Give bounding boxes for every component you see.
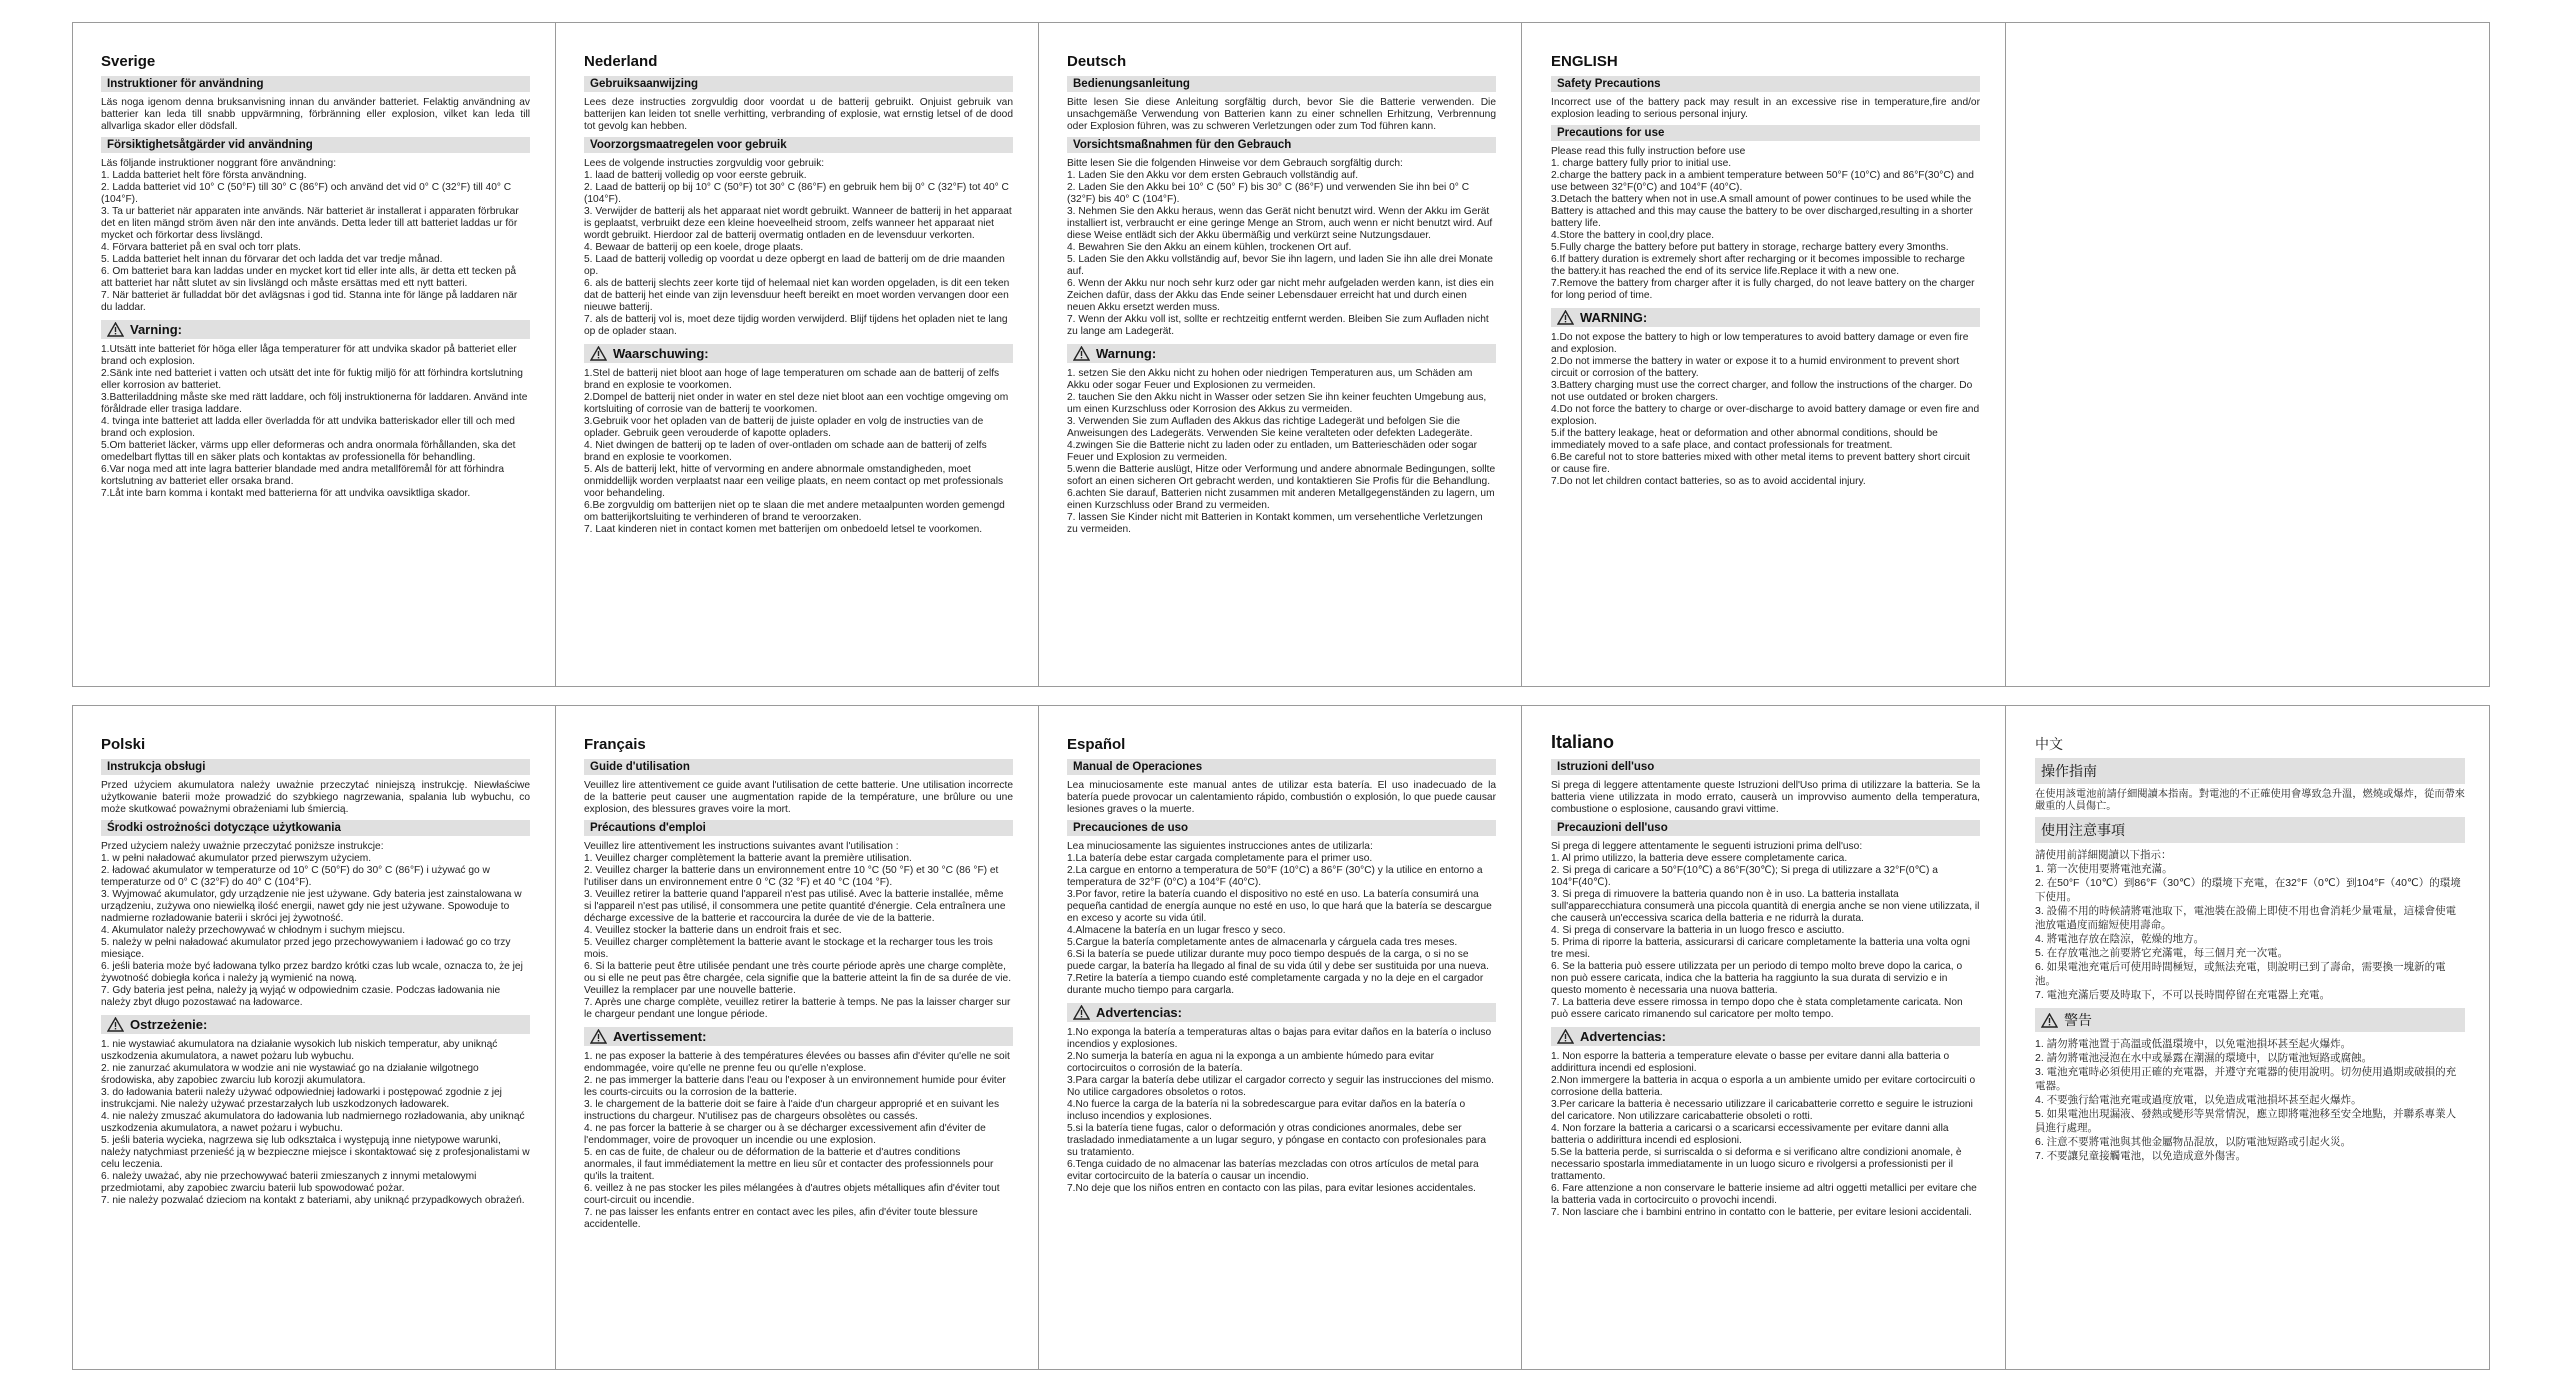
instruction-item: 3. Si prega di rimuovere la batteria quando non è in uso. La batteria installata sull'apparecchiatura consumerà una piccola quantità di energia anche se non viene utilizzata, il che causerà un'eccessiva scarica della batteria e ne ridurrà la durata. — [1551, 889, 1980, 924]
instruction-item: 6. jeśli bateria może być ładowana tylko przez bardzo krótki czas lub wcale, oznacza to, że jej żywotność dobiegła końca i należy ją wymienić na nową. — [101, 961, 523, 984]
instruction-lead: Lees de volgende instructies zorgvuldig voor gebruik: — [584, 158, 825, 169]
warning-item: 5.wenn die Batterie auslügt, Hitze oder Verformung und andere abnormale Bedingungen, sollte sofort an einen sicheren Ort gebracht werden, und kontaktieren Sie Profis für die Behandlung. — [1067, 464, 1496, 487]
warning-item: 1.Utsätt inte batteriet för höga eller låga temperaturer för att undvika skador på batteriet eller brand och explosion. — [101, 344, 517, 367]
warning-item: 7. Non lasciare che i bambini entrino in contatto con le batterie, per evitare lesioni accidentali. — [1551, 1207, 1972, 1218]
intro-paragraph: Veuillez lire attentivement ce guide avant l'utilisation de cette batterie. Une utilisation incorrecte de la batterie peut causer une augmentation rapide de la température, une brûlure ou une explosion, des blessures graves voire la mort. — [584, 780, 1013, 815]
warning-heading — [1551, 1027, 1980, 1046]
section-heading: Precautions for use — [1551, 125, 1980, 141]
instruction-item: 6. 如果電池充電后可使用時間極短，或無法充電，則說明已到了壽命，需要換一塊新的電池。 — [2035, 961, 2446, 987]
warning-item: 1.Do not expose the battery to high or low temperatures to avoid battery damage or even fire and explosion. — [1551, 332, 1969, 355]
instruction-list — [1551, 841, 1980, 1021]
instruction-item: 6. Om batteriet bara kan laddas under en mycket kort tid eller inte alls, är detta ett tecken på att batteriet har nått slutet av sin livslängd och måste ersättas med ett nytt batteri. — [101, 266, 517, 289]
instruction-item: 3.Por favor, retire la batería cuando el dispositivo no esté en uso. La batería consumirá una pequeña cantidad de energía aunque no esté en uso, lo que hará que la batería se descargue en exceso y acorte su vida útil. — [1067, 889, 1492, 924]
section-polish — [73, 706, 556, 1369]
instruction-item: 3. Wyjmować akumulator, gdy urządzenie nie jest używane. Gdy bateria jest zainstalowana w urządzeniu, zużywa ono niewielką ilość energii, nawet gdy nie jest używane. Spowoduje to nadmierne rozładowanie baterii i skróci jej żywotność. — [101, 889, 522, 924]
instruction-item: 2. Laden Sie den Akku bei 10° C (50° F) bis 30° C (86°F) und verwenden Sie ihn bei 0° C (32°F) bis 40° C (104°F). — [1067, 182, 1470, 205]
language-title: Polski — [101, 736, 146, 753]
warning-list — [101, 1039, 530, 1207]
warning-item: 6. veillez à ne pas stocker les piles mélangées à d'autres objets métalliques afin d'éviter tout court-circuit ou incendie. — [584, 1183, 1000, 1206]
warning-item: 2.Do not immerse the battery in water or expose it to a humid environment to prevent short circuit or corrosion of the battery. — [1551, 356, 1960, 379]
warning-label: Ostrzeżenie: — [130, 1017, 208, 1032]
warning-item: 2. tauchen Sie den Akku nicht in Wasser oder setzen Sie ihn keiner feuchten Umgebung aus, um einen Kurzschluss oder Korrosion des Akkus zu vermeiden. — [1067, 392, 1487, 415]
instruction-item: 3. 設備不用的時候請將電池取下，電池裝在設備上即使不用也會消耗少量電量，這樣會使電池放電過度而縮短使用壽命。 — [2035, 905, 2457, 931]
intro-paragraph: Si prega di leggere attentamente queste Istruzioni dell'Uso prima di utilizzare la batteria. Se la batteria viene utilizzata in modo errato, causerà un improvviso aumento della temperatura, combustione o esplosione, causando gravi vittime. — [1551, 780, 1980, 815]
instruction-item: 7. När batteriet är fulladdat bör det avlägsnas i god tid. Stanna inte för länge på laddaren när du laddar. — [101, 290, 518, 313]
instruction-item: 7. Après une charge complète, veuillez retirer la batterie à temps. Ne pas la laisser charger sur le chargeur pendant une longue période. — [584, 997, 1011, 1020]
instruction-item: 2.charge the battery pack in a ambient temperature between 50°F (10°C) and 86°F(30°C) and use between 32°F(0°C) and 104°F (40°C). — [1551, 170, 1974, 193]
language-title: Italiano — [1551, 732, 1615, 752]
instruction-item: 1. charge battery fully prior to initial use. — [1551, 158, 1732, 169]
instruction-item: 1. Laden Sie den Akku vor dem ersten Gebrauch vollständig auf. — [1067, 170, 1359, 181]
instruction-lead: Przed użyciem należy uważnie przeczytać poniższe instrukcje: — [101, 841, 384, 852]
warning-item: 5.if the battery leakage, heat or deformation and other abnormal conditions, should be immediately moved to a safe place, and contact professionals for treatment. — [1551, 428, 1938, 451]
intro-paragraph: Przed użyciem akumulatora należy uważnie przeczytać niniejszą instrukcję. Niewłaściwe użytkowanie baterii może prowadzić do szybkiego nagrzewania, spalania lub wybuchu, co może skutkować poważnymi obrażeniami lub śmiercią. — [101, 780, 530, 815]
language-title: Deutsch — [1067, 53, 1127, 70]
warning-item: 2. 請勿將電池浸泡在水中或暴露在潮濕的環境中，以防電池短路或腐蝕。 — [2035, 1052, 2373, 1064]
instruction-item: 4. Förvara batteriet på en sval och torr plats. — [101, 242, 301, 253]
warning-item: 1.Stel de batterij niet bloot aan hoge of lage temperaturen om schade aan de batterij of zelfs brand en explosie te voorkomen. — [584, 368, 1000, 391]
instruction-item: 5. Prima di riporre la batteria, assicurarsi di caricare completamente la batteria una volta ogni tre mesi. — [1551, 937, 1971, 960]
instruction-item: 2. Si prega di caricare a 50°F(10℃) a 86°F(30℃); Si prega di utilizzare a 32°F(0℃) a 104°F(40℃). — [1551, 865, 1938, 888]
warning-label: Avertissement: — [613, 1029, 707, 1044]
section-heading: Guide d'utilisation — [584, 759, 1013, 775]
instruction-item: 4. Si prega di conservare la batteria in un luogo fresco e asciutto. — [1551, 925, 1845, 936]
warning-label: WARNING: — [1580, 310, 1648, 325]
instruction-item: 4.Store the battery in cool,dry place. — [1551, 230, 1715, 241]
warning-heading — [101, 1015, 530, 1034]
warning-icon — [1073, 346, 1090, 361]
section-spanish — [1039, 706, 1522, 1369]
warning-icon — [107, 1017, 124, 1032]
warning-item: 4.No fuerce la carga de la batería ni la sobredescargue para evitar daños en la batería o incluso incendios y explosiones. — [1067, 1099, 1466, 1122]
instruction-item: 7.Remove the battery from charger after it is fully charged, do not leave battery on the charger for long period of time. — [1551, 278, 1975, 301]
language-title: Nederland — [584, 53, 658, 70]
instruction-list — [1067, 841, 1496, 997]
intro-paragraph: Bitte lesen Sie diese Anleitung sorgfältig durch, bevor Sie die Batterie verwenden. Die unsachgemäße Verwendung von Batterien kann zu einer schnellen Erhitzung, Verbrennung oder Explosion führen, was zu schweren Verletzungen oder zum Tod führen kann. — [1067, 97, 1496, 132]
language-title: Español — [1067, 736, 1126, 753]
section-heading: Istruzioni dell'uso — [1551, 759, 1980, 775]
warning-item: 4.zwingen Sie die Batterie nicht zu laden oder zu entladen, um Batterieschäden oder sogar Feuer und Explosion zu vermeiden. — [1067, 440, 1478, 463]
warning-label: Advertencias: — [1096, 1005, 1182, 1020]
instruction-item: 4. Akumulator należy przechowywać w chłodnym i suchym miejscu. — [101, 925, 406, 936]
warning-item: 7. nie należy pozwalać dzieciom na kontakt z bateriami, aby uniknąć przypadkowych obrażeń. — [101, 1195, 525, 1206]
instruction-item: 5. należy w pełni naładować akumulator przed jego przechowywaniem i ładować go co trzy miesiące. — [101, 937, 511, 960]
instruction-item: 5. Ladda batteriet helt innan du förvarar det och ladda det var tredje månad. — [101, 254, 443, 265]
instruction-item: 3.Detach the battery when not in use.A small amount of power continues to be used while the Battery is attached and this may cause the battery to be over discharged,resulting in a shorter battery life. — [1551, 194, 1973, 229]
instruction-lead: Veuillez lire attentivement les instructions suivantes avant l'utilisation : — [584, 841, 899, 852]
language-title: 中文 — [2035, 736, 2063, 752]
warning-item: 2.Dompel de batterij niet onder in water en stel deze niet bloot aan een vochtige omgeving om kortsluiting of corrosie van de batterij te voorkomen. — [584, 392, 1009, 415]
section-heading: Precauzioni dell'uso — [1551, 820, 1980, 836]
warning-item: 1. ne pas exposer la batterie à des températures élevées ou basses afin d'éviter qu'elle ne soit endommagée, voire qu'elle ne prenne feu ou qu'elle n'explose. — [584, 1051, 1010, 1074]
warning-item: 5. Als de batterij lekt, hitte of vervorming en andere abnormale omstandigheden, moet onmiddellijk worden verplaatst naar een veilige plaats, en neem contact op met professionals voor behandeling. — [584, 464, 1004, 499]
warning-label: Waarschuwing: — [613, 346, 709, 361]
intro-paragraph: Lea minuciosamente este manual antes de utilizar esta batería. El uso inadecuado de la batería puede provocar un calentamiento rápido, combustión o explosión, lo que puede causar lesiones graves o la muerte. — [1067, 780, 1496, 815]
instruction-item: 7. Gdy bateria jest pełna, należy ją wyjąć w odpowiednim czasie. Podczas ładowania nie należy zbyt długo pozostawać na ładowarce. — [101, 985, 501, 1008]
instruction-item: 7. 電池充滿后要及時取下，不可以長時間停留在充電器上充電。 — [2035, 989, 2331, 1001]
warning-item: 7.Låt inte barn komma i kontakt med batterierna för att undvika oavsiktliga skador. — [101, 488, 471, 499]
instruction-lead: Läs följande instruktioner noggrant före användning: — [101, 158, 337, 169]
warning-item: 6.Var noga med att inte lagra batterier blandade med andra metallföremål för att förhindra kortslutning av batteriet eller orsaka brand. — [101, 464, 505, 487]
section-italian — [1523, 706, 2006, 1369]
warning-item: 6. 注意不要將電池與其他金屬物品混放，以防電池短路或引起火災。 — [2035, 1136, 2352, 1148]
warning-item: 7. Laat kinderen niet in contact komen met batterijen om onbedoeld letsel te voorkomen. — [584, 524, 983, 535]
instruction-item: 2. Laad de batterij op bij 10° C (50°F) tot 30° C (86°F) en gebruik hem bij 0° C (32°F) tot 40° C (104°F). — [584, 182, 1009, 205]
instruction-item: 4.Almacene la batería en un lugar fresco y seco. — [1067, 925, 1286, 936]
warning-item: 6. należy uważać, aby nie przechowywać baterii zmieszanych z innymi metalowymi przedmiotami, aby zapobiec zwarciu baterii lub spowodować pożar. — [101, 1171, 477, 1194]
warning-heading — [584, 344, 1013, 363]
warning-icon — [1557, 1029, 1574, 1044]
instruction-item: 7.Retire la batería a tiempo cuando esté completamente cargada y no la deje en el cargador durante mucho tiempo para cargarla. — [1067, 973, 1484, 996]
warning-list — [1551, 332, 1980, 488]
warning-item: 2. ne pas immerger la batterie dans l'eau ou l'exposer à un environnement humide pour éviter les courts-circuits ou la corrosion de la batterie. — [584, 1075, 1006, 1098]
instruction-item: 5. Laad de batterij volledig op voordat u deze opbergt en laad de batterij om de drie maanden op. — [584, 254, 1005, 277]
warning-item: 4. 不要強行給電池充電或過度放電，以免造成電池損坏甚至起火爆炸。 — [2035, 1094, 2362, 1106]
instruction-item: 3. Nehmen Sie den Akku heraus, wenn das Gerät nicht benutzt wird. Wenn der Akku im Gerät installiert ist, verbraucht er eine geringe Menge an Strom, auch wenn er nicht benutzt wird. Auf diese Weise entlädt sich der Akku übermäßig und verkürzt seine Nutzungsdauer. — [1067, 206, 1493, 241]
section-heading: Bedienungsanleitung — [1067, 76, 1496, 92]
instruction-item: 3. Veuillez retirer la batterie quand l'appareil n'est pas utilisé. Avec la batterie installée, même si l'appareil n'est pas utilisé, il consommera une petite quantité d'énergie. Cela entraînera une décharge excessive de la batterie et raccourcira la durée de vie de la batterie. — [584, 889, 1006, 924]
instruction-item: 2. ładować akumulator w temperaturze od 10° C (50°F) do 30° C (86°F) i używać go w temperaturze od 0° C (32°F) do 40° C (104°F). — [101, 865, 490, 888]
section-heading: Voorzorgsmaatregelen voor gebruik — [584, 137, 1013, 153]
language-title: Français — [584, 736, 646, 753]
section-german — [1039, 23, 1522, 686]
instruction-item: 3. Ta ur batteriet när apparaten inte används. När batteriet är installerat i apparaten förbrukar det en liten mängd ström även när den inte används. Detta leder till att batteriet laddas ur för mycket och förkortar dess livslängd. — [101, 206, 519, 241]
instruction-item: 1. laad de batterij volledig op voor eerste gebruik. — [584, 170, 807, 181]
instruction-lead: Please read this fully instruction before use — [1551, 146, 1746, 157]
warning-item: 1.No exponga la batería a temperaturas altas o bajas para evitar daños en la batería o incluso incendios y explosiones. — [1067, 1027, 1492, 1050]
warning-item: 7.Do not let children contact batteries, so as to avoid accidental injury. — [1551, 476, 1866, 487]
warning-label: 警告 — [2064, 1012, 2092, 1028]
language-title: Sverige — [101, 53, 156, 70]
section-heading: Manual de Operaciones — [1067, 759, 1496, 775]
warning-item: 5.si la batería tiene fugas, calor o deformación y otras condiciones anormales, debe ser trasladado inmediatamente a un lugar seguro, y póngase en contacto con profesionales para su tratamiento. — [1067, 1123, 1487, 1158]
warning-item: 2.No sumerja la batería en agua ni la exponga a un ambiente húmedo para evitar cortocircuitos o corrosión de la batería. — [1067, 1051, 1434, 1074]
section-english — [1523, 23, 2006, 686]
instruction-item: 6.Si la batería se puede utilizar durante muy poco tiempo después de la carga, o si no se puede cargar, la batería ha llegado al final de su vida útil y debe ser sustituida por una nueva. — [1067, 949, 1489, 972]
instruction-item: 1. Al primo utilizzo, la batteria deve essere completamente carica. — [1551, 853, 1848, 864]
warning-icon — [590, 1029, 607, 1044]
instruction-item: 7. La batteria deve essere rimossa in tempo dopo che è stata completamente caricata. Non può essere caricato rimanendo sul caricatore per molto tempo. — [1551, 997, 1963, 1020]
intro-paragraph: 在使用該電池前請仔細閱讀本指南。對電池的不正確使用會導致急升溫，燃燒或爆炸，從而帶來嚴重的人員傷亡。 — [2035, 789, 2465, 812]
instruction-item: 5.Cargue la batería completamente antes de almacenarla y cárguela cada tres meses. — [1067, 937, 1458, 948]
warning-item: 4. Niet dwingen de batterij op te laden of over-ontladen om schade aan de batterij of zelfs brand en explosie te voorkomen. — [584, 440, 987, 463]
instruction-row-bottom — [72, 705, 2490, 1370]
language-title: ENGLISH — [1551, 53, 1618, 70]
instruction-item: 7. als de batterij vol is, moet deze tijdig worden verwijderd. Blijf tijdens het opladen niet te lang op de oplader staan. — [584, 314, 1008, 337]
warning-item: 7.No deje que los niños entren en contacto con las pilas, para evitar lesiones accidentales. — [1067, 1183, 1476, 1194]
warning-item: 4.Do not force the battery to charge or over-discharge to avoid battery damage or even fire and explosion. — [1551, 404, 1980, 427]
warning-item: 3. Verwenden Sie zum Aufladen des Akkus das richtige Ladegerät und befolgen Sie die Anweisungen des Ladegeräts. Verwenden Sie keine veralteten oder defekten Ladegeräte. — [1067, 416, 1473, 439]
instruction-row-top — [72, 22, 2490, 687]
section-heading: Försiktighetsåtgärder vid användning — [101, 137, 530, 153]
warning-list — [1067, 1027, 1496, 1195]
warning-item: 1. nie wystawiać akumulatora na działanie wysokich lub niskich temperatur, aby uniknąć uszkodzenia akumulatora, a nawet pożaru lub wybuchu. — [101, 1039, 498, 1062]
warning-item: 2. nie zanurzać akumulatora w wodzie ani nie wystawiać go na działanie wilgotnego środowiska, aby zapobiec zwarciu lub korozji akumulatora. — [101, 1063, 479, 1086]
warning-icon — [590, 346, 607, 361]
instruction-item: 6. als de batterij slechts zeer korte tijd of helemaal niet kan worden opgeladen, is dit een teken dat de batterij het einde van zijn levensduur heeft bereikt en moet worden vervangen door een nieuwe batterij. — [584, 278, 1010, 313]
warning-list — [1067, 368, 1496, 536]
intro-paragraph: Lees deze instructies zorgvuldig door voordat u de batterij gebruikt. Onjuist gebruik van batterijen kan leiden tot snelle verhitting, verbranding of explosie, wat ernstig letsel of de dood tot gevolg kan hebben. — [584, 97, 1013, 132]
warning-item: 2.Non immergere la batteria in acqua o esporla a un ambiente umido per evitare cortocircuiti o corrosione della batteria. — [1551, 1075, 1976, 1098]
section-heading: Instruktioner för användning — [101, 76, 530, 92]
instruction-item: 1. Veuillez charger complètement la batterie avant la première utilisation. — [584, 853, 912, 864]
warning-list — [2035, 1037, 2465, 1163]
section-heading: Instrukcja obsługi — [101, 759, 530, 775]
warning-item: 6. Fare attenzione a non conservare le batterie insieme ad altri oggetti metallici per evitare che la batteria vada in cortocircuito o provochi incendi. — [1551, 1183, 1977, 1206]
instruction-list — [2035, 848, 2465, 1002]
instruction-list — [101, 841, 530, 1009]
section-heading: Środki ostrożności dotyczące użytkowania — [101, 820, 530, 836]
instruction-item: 2.La cargue en entorno a temperatura de 50°F (10°C) a 86°F (30°C) y la utilice en entorno a temperatura de 32°F (0°C) a 104°F (40°C). — [1067, 865, 1483, 888]
instruction-lead: Si prega di leggere attentamente le seguenti istruzioni prima dell'uso: — [1551, 841, 1863, 852]
section-heading: Vorsichtsmaßnahmen für den Gebrauch — [1067, 137, 1496, 153]
instruction-list — [1067, 158, 1496, 338]
warning-list — [101, 344, 530, 500]
warning-item: 3.Batteriladdning måste ske med rätt laddare, och följ instruktionerna för laddaren. Använd inte föråldrade eller trasiga laddare. — [101, 392, 528, 415]
warning-item: 5.Se la batteria perde, si surriscalda o si deforma e si verificano altre condizioni anomale, è necessario spostarla immediatamente in un luogo sicuro e rivolgersi a professionisti per il trattamento. — [1551, 1147, 1962, 1182]
warning-icon — [2041, 1013, 2058, 1028]
section-heading: 使用注意事項 — [2035, 817, 2465, 843]
warning-heading — [1551, 308, 1980, 327]
warning-item: 5. jeśli bateria wycieka, nagrzewa się lub odkształca i występują inne nietypowe warunki, należy natychmiast przenieść ją w bezpieczne miejsce i skontaktować się z profesjonalistami w celu leczenia. — [101, 1135, 530, 1170]
instruction-item: 7. Wenn der Akku voll ist, sollte er rechtzeitig entfernt werden. Bleiben Sie zum Aufladen nicht zu lange am Ladegerät. — [1067, 314, 1489, 337]
warning-item: 6.Be zorgvuldig om batterijen niet op te slaan die met andere metaalpunten worden gemengd om batterijkortsluiting te verhinderen of brand te veroorzaken. — [584, 500, 1005, 523]
warning-item: 3.Battery charging must use the correct charger, and follow the instructions of the charger. Do not use outdated or broken chargers. — [1551, 380, 1973, 403]
section-swedish — [73, 23, 556, 686]
instruction-item: 1. w pełni naładować akumulator przed pierwszym użyciem. — [101, 853, 372, 864]
instruction-item: 1.La batería debe estar cargada completamente para el primer uso. — [1067, 853, 1373, 864]
warning-list — [1551, 1051, 1980, 1219]
warning-item: 4. ne pas forcer la batterie à se charger ou à se décharger excessivement afin d'éviter de l'endommager, voire de provoquer un incendie ou une explosion. — [584, 1123, 986, 1146]
warning-item: 5. en cas de fuite, de chaleur ou de déformation de la batterie et d'autres conditions anormales, il faut immédiatement la mettre en lieu sûr et contacter des professionnels pour qu'ils la traitent. — [584, 1147, 994, 1182]
warning-item: 5. 如果電池出現漏液、發熱或變形等異常情況，應立即將電池移至安全地點，并聯系專業人員進行處理。 — [2035, 1108, 2457, 1134]
warning-label: Varning: — [130, 322, 183, 337]
instruction-list — [1551, 146, 1980, 302]
warning-heading — [2035, 1008, 2465, 1032]
instruction-item: 5.Fully charge the battery before put battery in storage, recharge battery every 3months. — [1551, 242, 1949, 253]
section-heading: Precauciones de uso — [1067, 820, 1496, 836]
instruction-item: 2. Veuillez charger la batterie dans un environnement entre 10 °C (50 °F) et 30 °C (86 °F) et l'utiliser dans un environnement entre 0 °C (32 °F) et 40 °C (104 °F). — [584, 865, 999, 888]
warning-item: 3.Para cargar la batería debe utilizar el cargador correcto y seguir las instrucciones del mismo. No utilice cargadores obsoletos o rotos. — [1067, 1075, 1494, 1098]
warning-item: 1. 請勿將電池置于高溫或低溫環境中，以免電池損坏甚至起火爆炸。 — [2035, 1038, 2352, 1050]
warning-heading — [1067, 344, 1496, 363]
instruction-item: 5. 在存放電池之前要將它充滿電，每三個月充一次電。 — [2035, 947, 2289, 959]
warning-item: 1. setzen Sie den Akku nicht zu hohen oder niedrigen Temperaturen aus, um Schäden am Akku oder sogar Feuer und Explosionen zu vermeiden. — [1067, 368, 1473, 391]
warning-item: 7. lassen Sie Kinder nicht mit Batterien in Kontakt kommen, um versehentliche Verletzungen zu vermeiden. — [1067, 512, 1483, 535]
instruction-item: 5. Laden Sie den Akku vollständig auf, bevor Sie ihn lagern, und laden Sie ihn alle drei Monate auf. — [1067, 254, 1493, 277]
instruction-item: 1. Ladda batteriet helt före första användning. — [101, 170, 307, 181]
instruction-item: 5. Veuillez charger complètement la batterie avant le stockage et la recharger tous les trois mois. — [584, 937, 993, 960]
warning-item: 6.Be careful not to store batteries mixed with other metal items to prevent battery short circuit or cause fire. — [1551, 452, 1971, 475]
warning-item: 4. nie należy zmuszać akumulatora do ładowania lub nadmiernego rozładowania, aby uniknąć uszkodzenia akumulatora, a nawet pożaru i wybuchu. — [101, 1111, 525, 1134]
warning-item: 5.Om batteriet läcker, värms upp eller deformeras och andra onormala förhållanden, ska det omedelbart flyttas till en säker plats och kontaktas av professionella för behandling. — [101, 440, 516, 463]
instruction-item: 3. Verwijder de batterij als het apparaat niet wordt gebruikt. Wanneer de batterij in het apparaat is geplaatst, verbruikt deze een kleine hoeveelheid stroom, zelfs wanneer het apparaat niet wordt gebruikt. Hierdoor zal de batterij overmatig ontladen en de levensduur verkorten. — [584, 206, 1012, 241]
warning-item: 4. Non forzare la batteria a caricarsi o a scaricarsi eccessivamente per evitare danni alla batteria o addirittura incendi ed esplosioni. — [1551, 1123, 1949, 1146]
section-heading: Gebruiksaanwijzing — [584, 76, 1013, 92]
instruction-item: 4. Bewahren Sie den Akku an einem kühlen, trockenen Ort auf. — [1067, 242, 1352, 253]
instruction-item: 6. Si la batterie peut être utilisée pendant une très courte période après une charge complète, ou si elle ne peut pas être chargée, cela signifie que la batterie atteint la fin de sa durée de vie. Veuillez la remplacer par une nouvelle batterie. — [584, 961, 1012, 996]
instruction-list — [584, 158, 1013, 338]
instruction-lead: 請使用前詳細閱讀以下指示： — [2035, 849, 2172, 861]
warning-item: 4. tvinga inte batteriet att ladda eller överladda för att undvika batteriskador eller till och med brand och explosion. — [101, 416, 515, 439]
warning-item: 6.achten Sie darauf, Batterien nicht zusammen mit anderen Metallgegenständen zu lagern, um einen Kurzschluss oder Brand zu vermeiden. — [1067, 488, 1495, 511]
warning-item: 7. ne pas laisser les enfants entrer en contact avec les piles, afin d'éviter toute blessure accidentelle. — [584, 1207, 978, 1230]
instruction-lead: Lea minuciosamente las siguientes instrucciones antes de utilizarla: — [1067, 841, 1373, 852]
intro-paragraph: Läs noga igenom denna bruksanvisning innan du använder batteriet. Felaktig användning av batterier kan leda till snabb uppvärmning, förbränning eller explosion, vilket kan leda till allvarliga skador eller dödsfall. — [101, 97, 530, 132]
section-empty — [2007, 23, 2490, 686]
section-french — [556, 706, 1039, 1369]
warning-icon — [1557, 310, 1574, 325]
instruction-item: 6.If battery duration is extremely short after recharging or it becomes impossible to recharge the battery.it has reached the end of its service life.Replace it with a new one. — [1551, 254, 1965, 277]
instruction-list — [584, 841, 1013, 1021]
warning-item: 3. 電池充電時必須使用正確的充電器，并遵守充電器的使用說明。切勿使用過期或破損的充電器。 — [2035, 1066, 2457, 1092]
warning-icon — [107, 322, 124, 337]
instruction-item: 4. 將電池存放在陰涼，乾燥的地方。 — [2035, 933, 2205, 945]
intro-paragraph: Incorrect use of the battery pack may result in an excessive rise in temperature,fire and/or explosion leading to serious personal injury. — [1551, 97, 1980, 120]
instruction-item: 2. Ladda batteriet vid 10° C (50°F) till 30° C (86°F) och använd det vid 0° C (32°F) till 40° C (104°F). — [101, 182, 512, 205]
warning-label: Warnung: — [1096, 346, 1157, 361]
warning-item: 6.Tenga cuidado de no almacenar las baterías mezcladas con otros artículos de metal para evitar cortocircuito de la batería o causar un incendio. — [1067, 1159, 1479, 1182]
instruction-lead: Bitte lesen Sie die folgenden Hinweise vor dem Gebrauch sorgfältig durch: — [1067, 158, 1403, 169]
warning-item: 3.Per caricare la batteria è necessario utilizzare il caricabatterie corretto e seguire le istruzioni del caricatore. Non utilizzare caricabatterie obsoleti o rotti. — [1551, 1099, 1973, 1122]
warning-item: 2.Sänk inte ned batteriet i vatten och utsätt det inte för fuktig miljö för att förhindra kortslutning eller korrosion av batteriet. — [101, 368, 523, 391]
instruction-item: 6. Wenn der Akku nur noch sehr kurz oder gar nicht mehr aufgeladen werden kann, ist dies ein Zeichen dafür, dass der Akku das Ende seiner Lebensdauer erreicht hat und durch einen neuen Akku ersetzt werden muss. — [1067, 278, 1494, 313]
warning-icon — [1073, 1005, 1090, 1020]
warning-list — [584, 368, 1013, 536]
warning-item: 3.Gebruik voor het opladen van de batterij de juiste oplader en volg de instructies van de oplader. Gebruik geen verouderde of kapotte opladers. — [584, 416, 984, 439]
warning-label: Advertencias: — [1580, 1029, 1666, 1044]
instruction-item: 2. 在50°F（10℃）到86°F（30℃）的環境下充電，在32°F（0℃）到104°F（40℃）的環境下使用。 — [2035, 877, 2461, 903]
instruction-item: 1. 第一次使用要將電池充滿。 — [2035, 863, 2173, 875]
section-heading: Précautions d'emploi — [584, 820, 1013, 836]
warning-heading — [1067, 1003, 1496, 1022]
section-heading: 操作指南 — [2035, 758, 2465, 784]
instruction-item: 4. Bewaar de batterij op een koele, droge plaats. — [584, 242, 804, 253]
section-heading: Safety Precautions — [1551, 76, 1980, 92]
warning-heading — [101, 320, 530, 339]
warning-list — [584, 1051, 1013, 1231]
warning-item: 3. do ładowania baterii należy używać odpowiedniej ładowarki i postępować zgodnie z jej instrukcjami. Nie należy używać przestarzałych lub uszkodzonych ładowarek. — [101, 1087, 502, 1110]
warning-item: 1. Non esporre la batteria a temperature elevate o basse per evitare danni alla batteria o addirittura incendi ed esplosioni. — [1551, 1051, 1950, 1074]
instruction-item: 4. Veuillez stocker la batterie dans un endroit frais et sec. — [584, 925, 842, 936]
instruction-list — [101, 158, 530, 314]
warning-item: 3. le chargement de la batterie doit se faire à l'aide d'un chargeur approprié et en suivant les instructions du chargeur. N'utilisez pas de chargeurs obsolètes ou cassés. — [584, 1099, 1000, 1122]
warning-item: 7. 不要讓兒童接觸電池，以免造成意外傷害。 — [2035, 1150, 2247, 1162]
instruction-item: 6. Se la batteria può essere utilizzata per un periodo di tempo molto breve dopo la carica, o non può essere caricata, indica che la batteria ha raggiunto la sua durata di servizio e in questo momento è necessaria una nuova batteria. — [1551, 961, 1963, 996]
section-dutch — [556, 23, 1039, 686]
warning-heading — [584, 1027, 1013, 1046]
section-chinese — [2007, 706, 2490, 1369]
